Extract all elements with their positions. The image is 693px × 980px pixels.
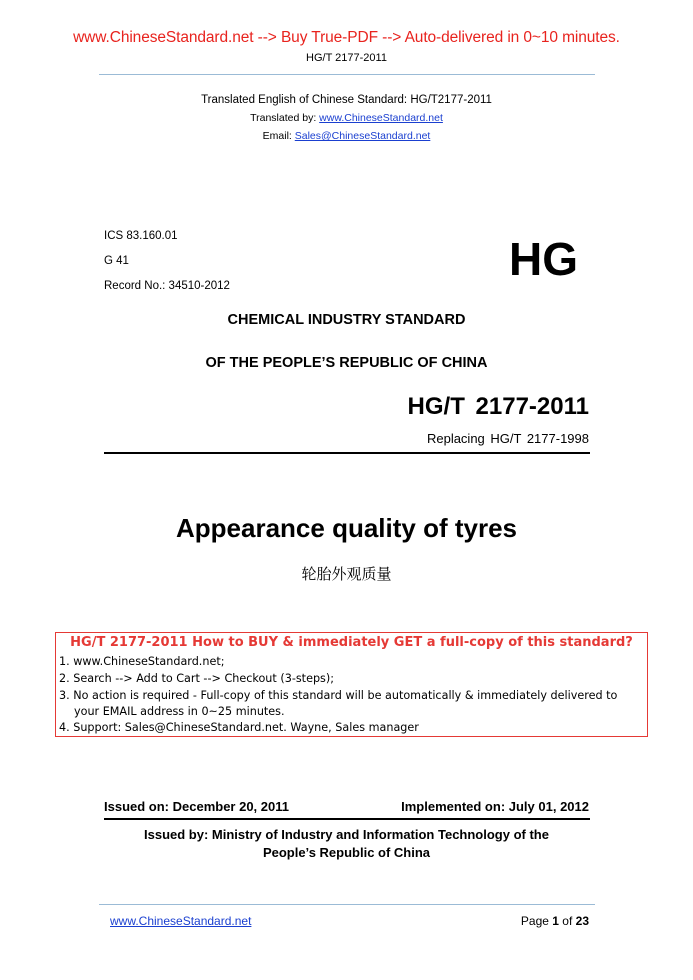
issued-date: Issued on: December 20, 2011: [104, 799, 289, 814]
standard-number: HG/T 2177-2011: [407, 393, 589, 420]
header-standard-code: HG/T 2177-2011: [306, 52, 387, 64]
hg-logo: HG: [509, 233, 578, 285]
title-divider: [104, 452, 590, 454]
page-total: 23: [575, 914, 589, 928]
page-mid: of: [558, 914, 576, 928]
footer-link[interactable]: www.ChineseStandard.net: [110, 914, 252, 928]
translation-title: Translated English of Chinese Standard: HG/T2177-2011: [201, 94, 492, 106]
replacing-note: Replacing HG/T 2177-1998: [426, 431, 589, 446]
email-label: Email:: [262, 130, 295, 142]
record-number: Record No.: 34510-2012: [104, 280, 230, 292]
document-title-chinese: 轮胎外观质量: [301, 566, 392, 583]
translated-by-label: Translated by:: [250, 112, 320, 124]
purchase-box-title: HG/T 2177-2011 How to BUY & immediately GET a full-copy of this standard?: [70, 635, 633, 650]
ics-code: ICS 83.160.01: [104, 230, 178, 242]
email-link[interactable]: Sales@ChineseStandard.net: [294, 130, 431, 142]
purchase-step-3: 3. No action is required - Full-copy of this standard will be automatically & immediately delivered to: [59, 689, 618, 702]
translator-link[interactable]: www.ChineseStandard.net: [319, 112, 443, 124]
purchase-step-4: 4. Support: Sales@ChineseStandard.net. Wayne, Sales manager: [59, 721, 419, 734]
header-divider: [99, 74, 595, 75]
issuer-line1: Issued by: Ministry of Industry and Information Technology of the: [144, 827, 549, 842]
classification-code: G 41: [104, 255, 129, 267]
translated-by-line: [0, 112, 693, 124]
page-prefix: Page: [520, 914, 553, 928]
footer-divider: [99, 904, 595, 905]
page-number: [521, 914, 589, 928]
purchase-step-1: 1. www.ChineseStandard.net;: [59, 655, 225, 668]
page-current: 1: [552, 914, 559, 928]
top-banner[interactable]: www.ChineseStandard.net --> Buy True-PDF --> Auto-delivered in 0~10 minutes.: [73, 29, 620, 46]
purchase-step-2: 2. Search --> Add to Cart --> Checkout (3-steps);: [59, 672, 335, 685]
implemented-date: Implemented on: July 01, 2012: [401, 799, 589, 814]
document-title: Appearance quality of tyres: [176, 513, 517, 543]
dates-divider: [104, 818, 590, 820]
purchase-step-3-continued: your EMAIL address in 0~25 minutes.: [74, 705, 285, 718]
email-line: [0, 130, 693, 142]
standard-type-line2: OF THE PEOPLE’S REPUBLIC OF CHINA: [205, 355, 488, 371]
standard-type-line1: CHEMICAL INDUSTRY STANDARD: [227, 312, 466, 328]
purchase-info-box: [55, 632, 648, 737]
issuer-line2: People’s Republic of China: [262, 845, 431, 860]
